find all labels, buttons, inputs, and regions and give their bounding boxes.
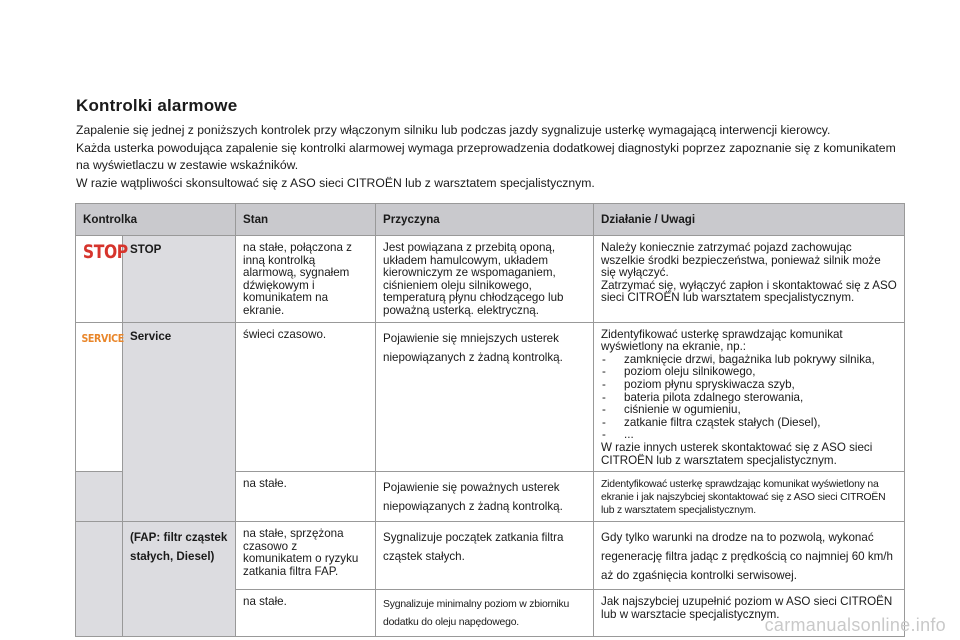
additive-state: na stałe.	[236, 590, 376, 637]
stop-action-text-2: Zatrzymać się, wyłączyć zapłon i skontaktować się z ASO sieci CITROËN lub warsztatem specjalistycznym.	[601, 278, 897, 305]
service-action-2: Zidentyfikować usterkę sprawdzając komunikat wyświetlony na ekranie i jak najszybciej skontaktować się z ASO sieci CITROËN lub z warsztatem specjalistycznym.	[594, 472, 905, 522]
service-state-1: świeci czasowo.	[236, 322, 376, 472]
intro-paragraph-3: W razie wątpliwości skonsultować się z ASO sieci CITROËN lub z warsztatem specjalistycznym.	[76, 175, 595, 190]
header-stan: Stan	[236, 204, 376, 236]
service-warning-icon: SERVICE	[81, 331, 124, 345]
header-kontrolka: Kontrolka	[76, 204, 236, 236]
service-cause-1: Pojawienie się mniejszych usterek niepowiązanych z żadną kontrolką.	[376, 322, 594, 472]
page-title: Kontrolki alarmowe	[76, 96, 238, 115]
list-item: - ...	[601, 429, 898, 442]
stop-state: na stałe, połączona z inną kontrolką alarmową, sygnałem dźwiękowym i komunikatem na ekranie.	[236, 236, 376, 323]
service-name: Service	[123, 322, 236, 522]
watermark: carmanualsonline.info	[764, 615, 946, 635]
service-cause-2: Pojawienie się poważnych usterek niepowiązanych z żadną kontrolką.	[376, 472, 594, 522]
service-action-1	[594, 322, 905, 472]
table-row-service-1	[76, 322, 905, 472]
list-item: - bateria pilota zdalnego sterowania,	[601, 392, 898, 405]
intro-paragraph-1: Zapalenie się jednej z poniższych kontrolek przy włączonym silniku lub podczas jazdy sygnalizuje usterkę wymagającą interwencji kierowcy.	[76, 123, 831, 137]
stop-action	[594, 236, 905, 323]
additive-action: Jak najszybciej uzupełnić poziom w ASO sieci CITROËN lub w warsztacie specjalistycznym.	[594, 590, 905, 637]
stop-name: STOP	[123, 236, 236, 323]
fap-name: (FAP: filtr cząstek stałych, Diesel)	[123, 522, 236, 637]
list-item: - poziom płynu spryskiwacza szyb,	[601, 379, 898, 392]
service-icon-cell	[76, 322, 123, 472]
intro-paragraph-2: Każda usterka powodująca zapalenie się kontrolki alarmowej wymaga przeprowadzenia dodatkowej diagnostyki poprzez zapoznanie się z komunikatem na wyświetlaczu w zestawie wskaźników.	[76, 140, 896, 172]
empty-icon-cell	[76, 472, 123, 522]
stop-icon-cell	[76, 236, 128, 323]
fap-state: na stałe, sprzężona czasowo z komunikatem o ryzyku zatkania filtra FAP.	[236, 522, 376, 590]
stop-action-text: Należy koniecznie zatrzymać pojazd zachowując wszelkie środki bezpieczeństwa, ponieważ silnik może się wyłączyć.	[601, 241, 881, 280]
warning-lights-table	[75, 203, 905, 637]
additive-cause: Sygnalizuje minimalny poziom w zbiorniku dodatku do oleju napędowego.	[376, 590, 594, 637]
fap-action: Gdy tylko warunki na drodze na to pozwolą, wykonać regenerację filtra jadąc z prędkością co najmniej 60 km/h aż do zgaśnięcia kontrolki serwisowej.	[594, 522, 905, 590]
service-check-list	[601, 354, 898, 442]
list-item: - zamknięcie drzwi, bagażnika lub pokrywy silnika,	[601, 354, 898, 367]
fap-cause: Sygnalizuje początek zatkania filtra cząstek stałych.	[376, 522, 594, 590]
stop-warning-icon: STOP	[82, 241, 128, 263]
service-action-intro: Zidentyfikować usterkę sprawdzając komunikat wyświetlony na ekranie, np.:	[601, 327, 843, 354]
header-przyczyna: Przyczyna	[376, 204, 594, 236]
empty-icon-cell	[76, 522, 123, 637]
list-item: - zatkanie filtra cząstek stałych (Diesel),	[601, 417, 898, 430]
intro-text	[76, 122, 906, 192]
list-item: - poziom oleju silnikowego,	[601, 366, 898, 379]
service-action-outro: W razie innych usterek skontaktować się z ASO sieci CITROËN lub z warsztatem specjalistycznym.	[601, 440, 873, 467]
stop-cause: Jest powiązana z przebitą oponą, układem hamulcowym, układem kierowniczym ze wspomaganiem, ciśnieniem oleju silnikowego, temperaturą płynu chłodzącego lub poważną usterką. elektryczną.	[376, 236, 594, 323]
header-dzialanie: Działanie / Uwagi	[594, 204, 905, 236]
service-state-2: na stałe.	[236, 472, 376, 522]
list-item: - ciśnienie w ogumieniu,	[601, 404, 898, 417]
table-row-fap	[76, 522, 905, 590]
table-row-stop	[76, 236, 905, 323]
table-header-row	[76, 204, 905, 236]
